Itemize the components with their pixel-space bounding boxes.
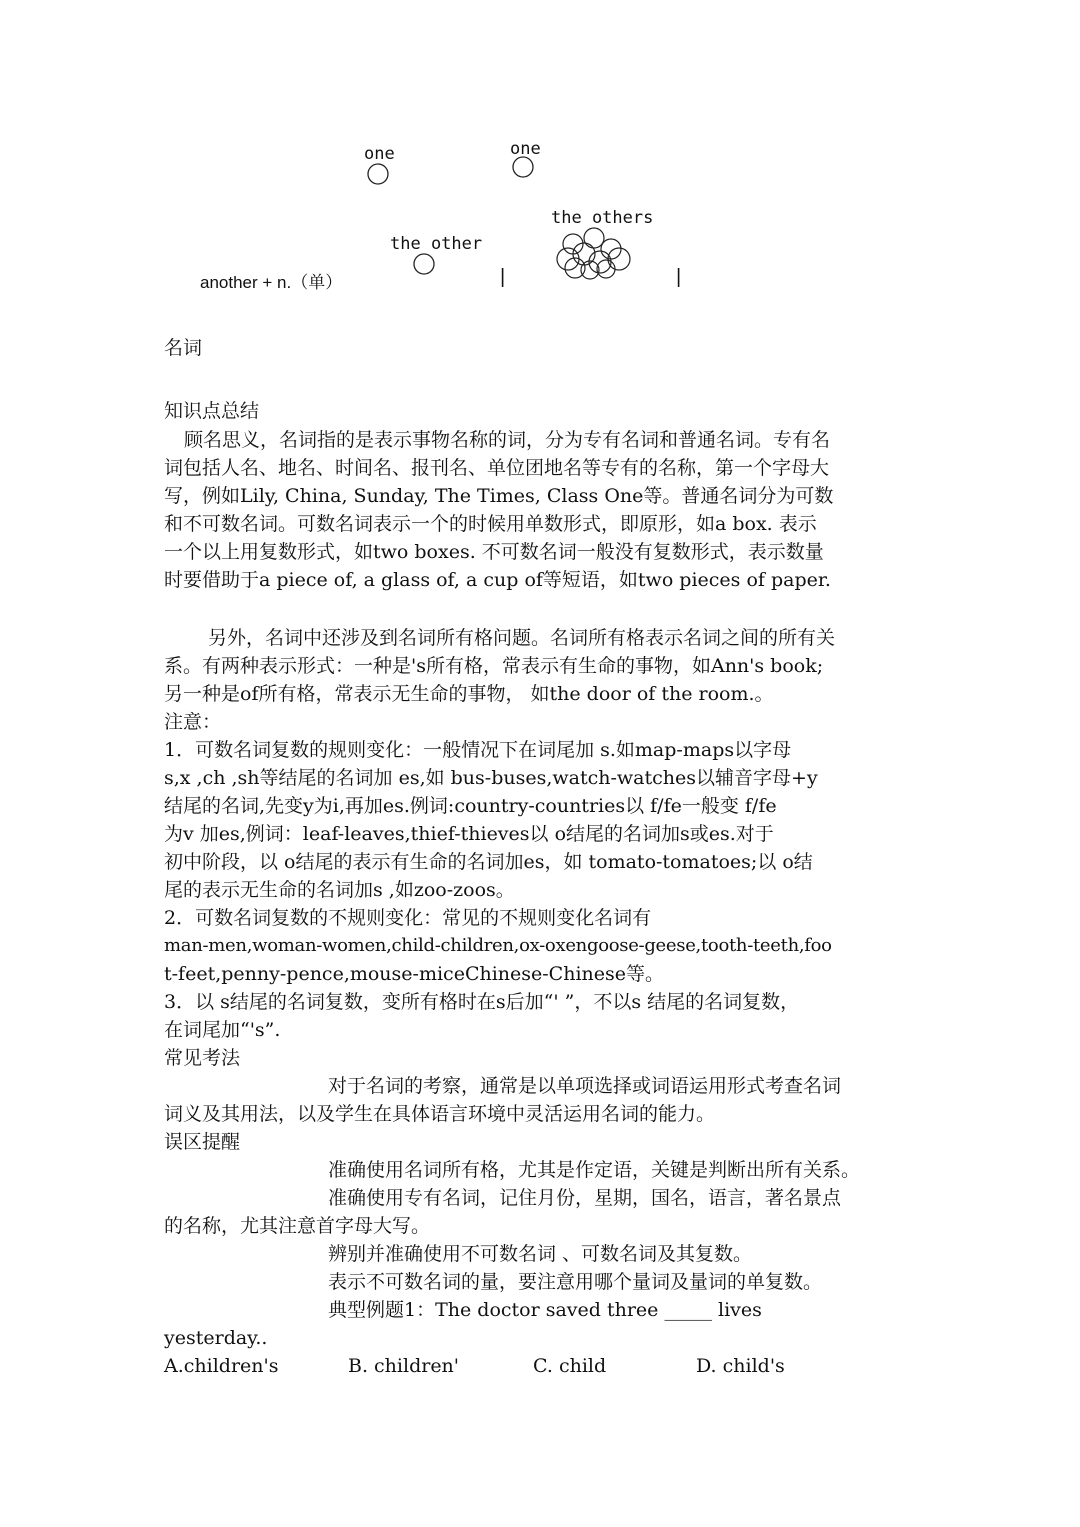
note-line: 2．可数名词复数的不规则变化：常见的不规则变化名词有	[164, 907, 652, 929]
pitfall-line: 表示不可数名词的量，要注意用哪个量词及量词的单复数。	[328, 1271, 823, 1293]
note-line: 初中阶段，以 o结尾的表示有生命的名词加es，如 tomato-tomatoes;以 o结	[164, 851, 813, 873]
pitfall-line: 准确使用专有名词，记住月份，星期，国名，语言，著名景点	[328, 1187, 842, 1209]
summary-line: 顾名思义，名词指的是表示事物名称的词，分为专有名词和普通名词。专有名	[184, 429, 831, 451]
label-one-left: one	[364, 144, 395, 164]
option-d: D. child's	[696, 1355, 785, 1377]
note-title: 注意：	[164, 711, 222, 733]
label-another: another + n.（单）	[200, 273, 343, 292]
exam-line: 词义及其用法，以及学生在具体语言环境中灵活运用名词的能力。	[164, 1103, 716, 1125]
heading-summary: 知识点总结	[164, 400, 260, 422]
option-b: B. children'	[348, 1355, 460, 1377]
pitfall-line: 辨别并准确使用不可数名词 、可数名词及其复数。	[328, 1243, 753, 1265]
separator-right: |	[676, 266, 682, 288]
summary-line: 和不可数名词。可数名词表示一个的时候用单数形式，即原形，如a box. 表示	[164, 513, 817, 535]
note-line: 1．可数名词复数的规则变化：一般情况下在词尾加 s.如map-maps以字母	[164, 739, 792, 761]
label-the-others: the others	[551, 208, 654, 228]
option-a: A.children's	[164, 1355, 279, 1377]
possessive-line: 系。有两种表示形式：一种是's所有格，常表示有生命的事物，如Ann's book;	[164, 655, 824, 677]
summary-line: 词包括人名、地名、时间名、报刊名、单位团地名等专有的名称，第一个字母大	[164, 457, 830, 479]
circle-one-right	[513, 157, 533, 177]
note-line: 结尾的名词,先变y为i,再加es.例词:country-countries以 f/fe一般变 f/fe	[164, 795, 777, 817]
possessive-line: 另外，名词中还涉及到名词所有格问题。名词所有格表示名词之间的所有关	[208, 627, 836, 649]
possessive-line: 另一种是of所有格，常表示无生命的事物， 如the door of the room.。	[164, 683, 774, 705]
example-question: 典型例题1：The doctor saved three _____ lives	[328, 1299, 762, 1321]
separator-left: |	[500, 266, 506, 288]
another-other-diagram	[0, 0, 1080, 320]
exam-title: 常见考法	[164, 1047, 241, 1069]
summary-line: 一个以上用复数形式，如two boxes. 不可数名词一般没有复数形式，表示数量	[164, 541, 824, 563]
pitfall-line: 的名称，尤其注意首字母大写。	[164, 1215, 431, 1237]
pitfall-line: 准确使用名词所有格，尤其是作定语，关键是判断出所有关系。	[328, 1159, 861, 1181]
label-one-right: one	[510, 139, 541, 159]
note-line: 3．以 s结尾的名词复数，变所有格时在s后加“' ”，不以s 结尾的名词复数，	[164, 991, 800, 1013]
label-the-other: the other	[390, 234, 483, 254]
note-line: 在词尾加“'s”.	[164, 1019, 281, 1041]
note-line: man-men,woman-women,child-children,ox-oxengoose-geese,tooth-teeth,foo	[164, 935, 832, 956]
note-line: 为v 加es,例词：leaf-leaves,thief-thieves以 o结尾的名词加s或es.对于	[164, 823, 774, 845]
example-question-cont: yesterday..	[164, 1327, 268, 1349]
circle-cluster-the-others	[557, 228, 630, 279]
option-c: C. child	[533, 1355, 607, 1377]
circle-one-left	[368, 164, 388, 184]
exam-line: 对于名词的考察，通常是以单项选择或词语运用形式考查名词	[328, 1075, 842, 1097]
circle-the-other	[414, 254, 434, 274]
heading-noun: 名词	[164, 337, 203, 359]
summary-line: 时要借助于a piece of, a glass of, a cup of等短语，如two pieces of paper.	[164, 569, 831, 591]
note-line: s,x ,ch ,sh等结尾的名词加 es,如 bus-buses,watch-watches以辅音字母+y	[164, 767, 818, 789]
summary-line: 写，例如Lily, China, Sunday, The Times, Class One等。普通名词分为可数	[164, 485, 834, 507]
note-line: t-feet,penny-pence,mouse-miceChinese-Chinese等。	[164, 963, 665, 985]
note-line: 尾的表示无生命的名词加s ,如zoo-zoos。	[164, 879, 515, 901]
pitfall-title: 误区提醒	[164, 1131, 241, 1153]
